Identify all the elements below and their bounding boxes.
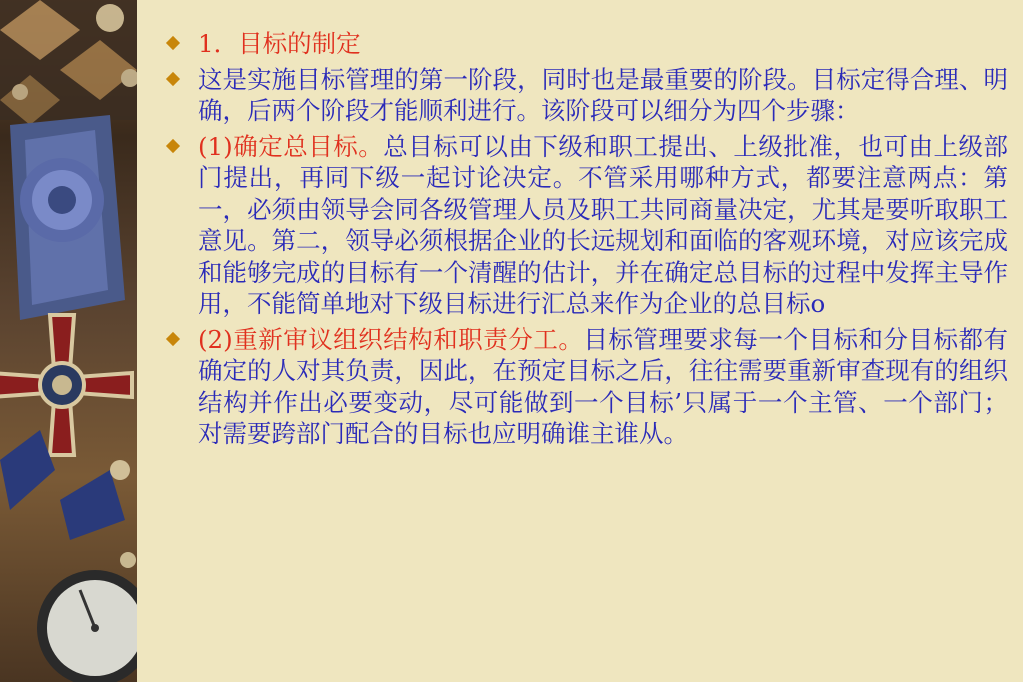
slide-content: [160, 28, 1008, 454]
step-1-title: (1)确定总目标。: [198, 131, 384, 161]
list-item-step-2: [160, 324, 1008, 450]
medal-collage-illustration: [0, 0, 137, 682]
diamond-bullet-icon: [166, 138, 180, 152]
list-item-heading: [160, 28, 1008, 60]
bullet-list: [160, 28, 1008, 450]
section-heading: 1．目标的制定: [198, 29, 361, 58]
step-2-title: (2)重新审议组织结构和职责分工。: [198, 324, 584, 354]
step-1-body: 总目标可以由下级和职工提出、上级批准，也可由上级部门提出，再同下级一起讨论决定。不管采用哪种方式，都要注意两点：第一，必须由领导会同各级管理人员及职工共同商量决定，尤其是要听取职工意见。第二，领导必须根据企业的长远规划和面临的客观环境，对应该完成和能够完成的目标有一个清醒的估计，并在确定总目标的过程中发挥主导作用，不能简单地对下级目标进行汇总来作为企业的总目标o: [198, 131, 1008, 318]
diamond-bullet-icon: [166, 71, 180, 85]
step-2-body: 目标管理要求每一个目标和分目标都有确定的人对其负责，因此，在预定目标之后，往往需要重新审查现有的组织结构并作出必要变动，尽可能做到一个目标’只属于一个主管、一个部门；对需要跨部门配合的目标也应明确谁主谁从。: [198, 324, 1009, 448]
diamond-bullet-icon: [166, 331, 180, 345]
list-item-step-1: [160, 131, 1008, 320]
intro-paragraph: 这是实施目标管理的第一阶段，同时也是最重要的阶段。目标定得合理、明确，后两个阶段才能顺利进行。该阶段可以细分为四个步骤：: [198, 64, 1008, 125]
decorative-sidebar-image: [0, 0, 137, 682]
list-item-intro: [160, 64, 1008, 127]
diamond-bullet-icon: [166, 36, 180, 50]
